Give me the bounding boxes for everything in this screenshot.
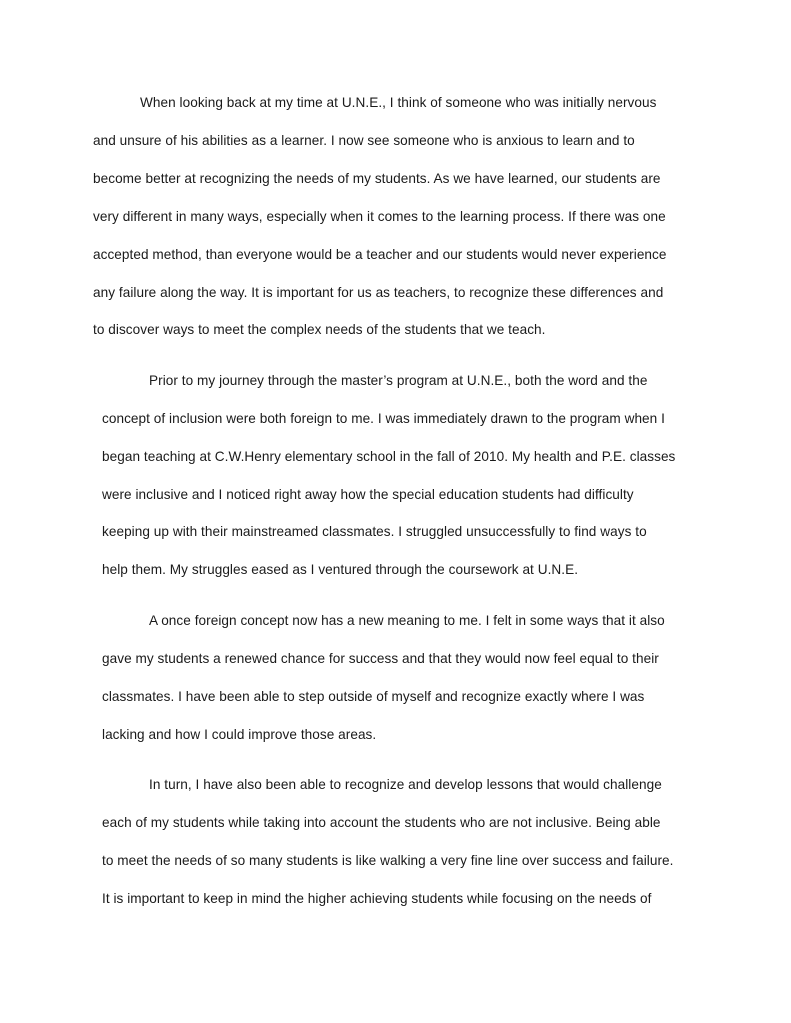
text-line: very different in many ways, especially when it comes to the learning process. If there was one (93, 209, 666, 224)
text-line: Prior to my journey through the master’s program at U.N.E., both the word and the (149, 373, 648, 388)
text-line: keeping up with their mainstreamed classmates. I struggled unsuccessfully to find ways to (102, 524, 647, 539)
text-line: gave my students a renewed chance for success and that they would now feel equal to their (102, 651, 659, 666)
text-line: accepted method, than everyone would be a teacher and our students would never experience (93, 247, 667, 262)
text-line: and unsure of his abilities as a learner. I now see someone who is anxious to learn and to (93, 133, 635, 148)
text-line: to discover ways to meet the complex needs of the students that we teach. (93, 322, 546, 337)
text-line: lacking and how I could improve those areas. (102, 727, 377, 742)
text-line: to meet the needs of so many students is like walking a very fine line over success and failure. (102, 853, 674, 868)
text-line: It is important to keep in mind the higher achieving students while focusing on the needs of (102, 891, 652, 906)
text-line: become better at recognizing the needs of my students. As we have learned, our students are (93, 171, 661, 186)
text-line: concept of inclusion were both foreign to me. I was immediately drawn to the program when I (102, 411, 665, 426)
text-line: began teaching at C.W.Henry elementary school in the fall of 2010. My health and P.E. classes (102, 449, 676, 464)
text-line: A once foreign concept now has a new meaning to me. I felt in some ways that it also (149, 613, 665, 628)
text-line: help them. My struggles eased as I ventured through the coursework at U.N.E. (102, 562, 579, 577)
text-line: In turn, I have also been able to recognize and develop lessons that would challenge (149, 777, 662, 792)
text-line: were inclusive and I noticed right away how the special education students had difficulty (102, 487, 634, 502)
text-line: any failure along the way. It is important for us as teachers, to recognize these differences and (93, 285, 664, 300)
text-line: When looking back at my time at U.N.E., I think of someone who was initially nervous (140, 95, 657, 110)
text-line: each of my students while taking into account the students who are not inclusive. Being able (102, 815, 661, 830)
text-line: classmates. I have been able to step outside of myself and recognize exactly where I was (102, 689, 645, 704)
